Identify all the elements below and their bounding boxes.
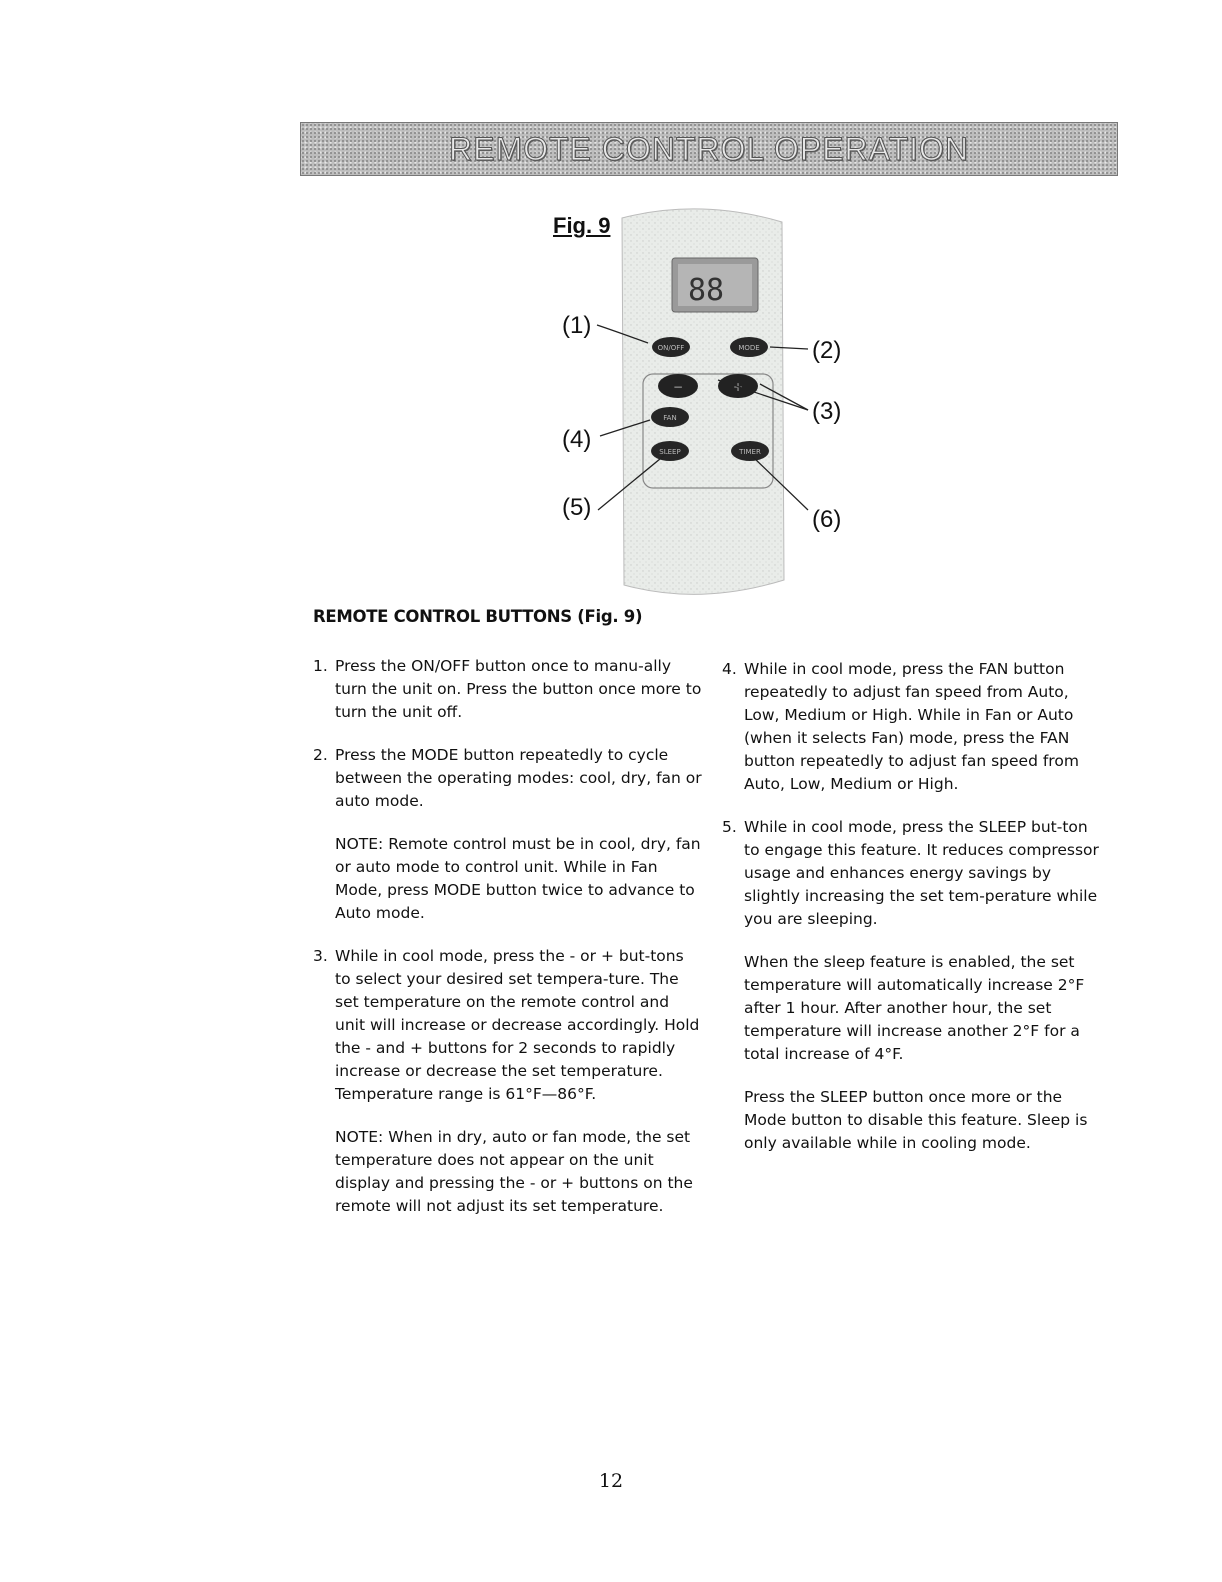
callout-6: (6) (812, 506, 842, 533)
item-4-paragraph: While in cool mode, press the FAN button repeatedly to adjust fan speed from Auto, Low, Medium or High. While in Fan or Auto (when it selects Fan) mode, press the FAN button repeatedly to adjust fan speed from Auto, Low, Medium or High. (744, 660, 1079, 793)
svg-text:FAN: FAN (663, 414, 677, 422)
sleep-button[interactable] (651, 441, 689, 461)
item-5-sleep-disable: Press the SLEEP button once more or the Mode button to disable this feature. Sleep is only available while in cooling mode. (744, 1088, 1088, 1152)
remote-control-illustration (0, 0, 1222, 620)
item-3-paragraph: While in cool mode, press the - or + but-tons to select your desired set tempera-ture. The set temperature on the remote control and unit will increase or decrease accordingly. Hold the - and + buttons for 2 seconds to rapidly increase or decrease the set temperature. Temperature range is 61°F—86°F. (335, 947, 700, 1103)
item-number: 5. (722, 818, 737, 836)
item-5-sleep-detail: When the sleep feature is enabled, the set temperature will automatically increase 2°F after 1 hour. After another hour, the set temperature will increase another 2°F for a total increase of 4°F. (744, 953, 1085, 1063)
callout-1: (1) (562, 312, 592, 339)
item-3-note: NOTE: When in dry, auto or fan mode, the set temperature does not appear on the unit display and pressing the - or + buttons on the remote will not adjust its set temperature. (335, 1128, 693, 1215)
item-number: 3. (313, 947, 328, 965)
item-2-note: NOTE: Remote control must be in cool, dry, fan or auto mode to control unit. While in Fan Mode, press MODE button twice to advance to Auto mode. (335, 835, 701, 922)
item-1-paragraph: Press the ON/OFF button once to manu-ally turn the unit on. Press the button once more to turn the unit off. (335, 657, 702, 721)
list-item-3 (313, 945, 703, 1218)
section-heading: REMOTE CONTROL BUTTONS (Fig. 9) (313, 607, 643, 626)
list-item-4 (722, 658, 1107, 796)
item-2-paragraph: Press the MODE button repeatedly to cycle between the operating modes: cool, dry, fan or auto mode. (335, 746, 702, 810)
callout-5: (5) (562, 494, 592, 521)
item-5-paragraph: While in cool mode, press the SLEEP but-ton to engage this feature. It reduces compressor usage and enhances energy savings by slightly increasing the set tem-perature while you are sleeping. (744, 818, 1099, 928)
page-number: 12 (598, 1470, 624, 1492)
list-item-5 (722, 816, 1107, 1155)
left-column (313, 655, 703, 1218)
list-item-1 (313, 655, 703, 724)
right-column (722, 658, 1107, 1155)
lcd-digits: 88 (688, 273, 725, 308)
item-number: 1. (313, 657, 328, 675)
callout-4: (4) (562, 426, 592, 453)
timer-button[interactable] (731, 441, 769, 461)
mode-button[interactable] (730, 337, 768, 357)
svg-text:ON/OFF: ON/OFF (657, 344, 685, 352)
fan-button[interactable] (651, 407, 689, 427)
svg-text:−: − (672, 380, 684, 394)
item-number: 2. (313, 746, 328, 764)
banner-title: REMOTE CONTROL OPERATION (448, 130, 970, 167)
svg-text:+: + (732, 380, 744, 394)
svg-text:SLEEP: SLEEP (659, 448, 681, 456)
item-number: 4. (722, 660, 737, 678)
svg-text:TIMER: TIMER (739, 448, 761, 456)
callout-2: (2) (812, 337, 842, 364)
svg-text:MODE: MODE (738, 344, 760, 352)
on-off-button[interactable] (652, 337, 690, 357)
callout-3: (3) (812, 398, 842, 425)
list-item-2 (313, 744, 703, 925)
figure-label: Fig. 9 (553, 213, 611, 238)
minus-button[interactable] (658, 374, 698, 398)
